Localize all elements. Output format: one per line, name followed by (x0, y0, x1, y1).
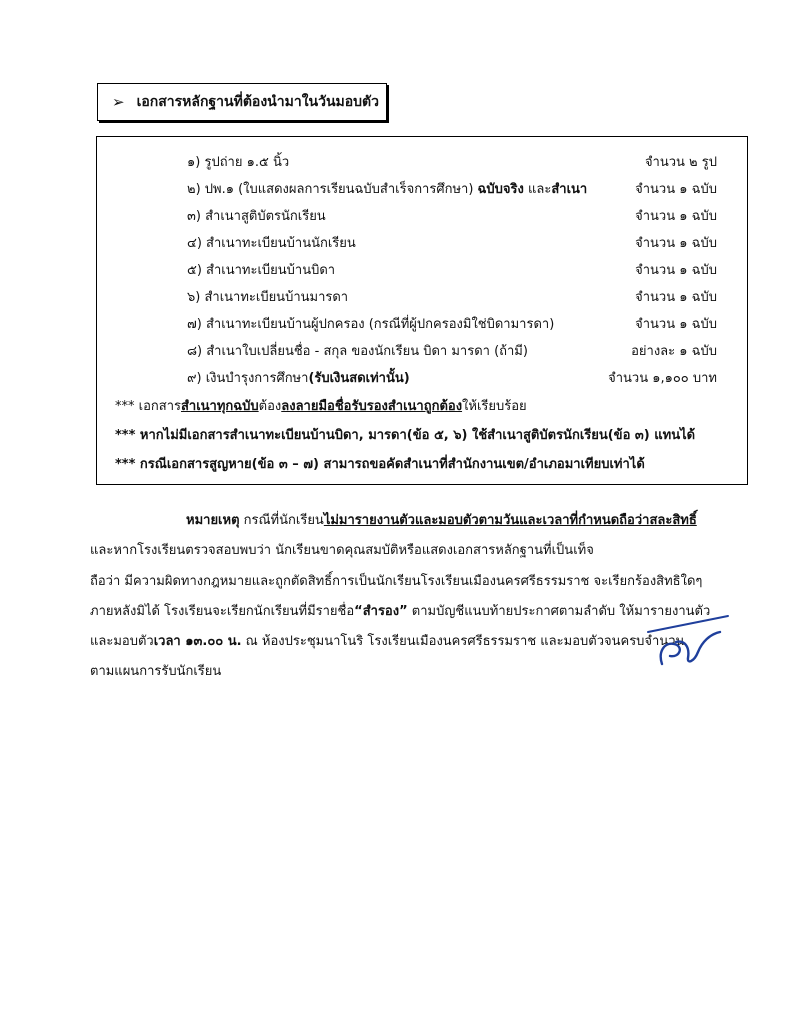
list-item: ๙) เงินบำรุงการศึกษา(รับเงินสดเท่านั้น) จำนวน ๑,๑๐๐ บาท (187, 371, 717, 386)
note-substitute-document: *** หากไม่มีเอกสารสำเนาทะเบียนบ้านบิดา, มารดา(ข้อ ๕, ๖) ใช้สำเนาสูติบัตรนักเรียน(ข้อ ๓) แทนได้ (115, 428, 696, 443)
note-certify-copies: *** เอกสารสำเนาทุกฉบับต้องลงลายมือชื่อรับรองสำเนาถูกต้องให้เรียบร้อย (115, 399, 527, 414)
list-item: ๔) สำเนาทะเบียนบ้านนักเรียน จำนวน ๑ ฉบับ (187, 236, 717, 251)
list-item: ๑) รูปถ่าย ๑.๕ นิ้ว จำนวน ๒ รูป (187, 155, 717, 170)
document-heading-box (97, 83, 387, 121)
list-item: ๘) สำเนาใบเปลี่ยนชื่อ - สกุล ของนักเรียน บิดา มารดา (ถ้ามี) อย่างละ ๑ ฉบับ (187, 344, 717, 359)
document-heading-title: เอกสารหลักฐานที่ต้องนำมาในวันมอบตัว (136, 94, 380, 110)
list-item: ๕) สำเนาทะเบียนบ้านบิดา จำนวน ๑ ฉบับ (187, 263, 717, 278)
note-lost-document: *** กรณีเอกสารสูญหาย(ข้อ ๓ – ๗) สามารถขอคัดสำเนาที่สำนักงานเขต/อำเภอมาเทียบเท่าได้ (115, 457, 645, 472)
remark-paragraph: หมายเหตุ กรณีที่นักเรียนไม่มารายงานตัวและมอบตัวตามวันและเวลาที่กำหนดถือว่าสละสิทธิ์ และหากโรงเรียนตรวจสอบพบว่า นักเรียนขาดคุณสมบัติหรือแสดงเอกสารหลักฐานที่เป็นเท็จ ถือว่า มีความผิดทางกฎหมายและถูกตัดสิทธิ์การเป็นนักเรียนโรงเรียนเมืองนครศรีธรรมราช จะเรียกร้องสิทธิใดๆ ภายหลังมิได้ โรงเรียนจะเรียกนักเรียนที่มีรายชื่อ“สำรอง” ตามบัญชีแนบท้ายประกาศตามลำดับ ให้มารายงานตัว และมอบตัวเวลา ๑๓.๐๐ น. ณ ห้องประชุมนาโนริ โรงเรียนเมืองนครศรีธรรมราช และมอบตัวจนครบจำนวน ตามแผนการรับนักเรียน (90, 513, 711, 680)
list-item: ๗) สำเนาทะเบียนบ้านผู้ปกครอง (กรณีที่ผู้ปกครองมิใช่บิดามารดา) จำนวน ๑ ฉบับ (187, 317, 717, 332)
signature-icon (640, 612, 730, 672)
list-item: ๖) สำเนาทะเบียนบ้านมารดา จำนวน ๑ ฉบับ (187, 290, 717, 305)
list-item: ๓) สำเนาสูติบัตรนักเรียน จำนวน ๑ ฉบับ (187, 209, 717, 224)
arrow-bullet-icon: ➢ (112, 93, 125, 111)
required-documents-box (96, 136, 748, 485)
list-item: ๒) ปพ.๑ (ใบแสดงผลการเรียนฉบับสำเร็จการศึกษา) ฉบับจริง และสำเนา จำนวน ๑ ฉบับ (187, 182, 717, 197)
